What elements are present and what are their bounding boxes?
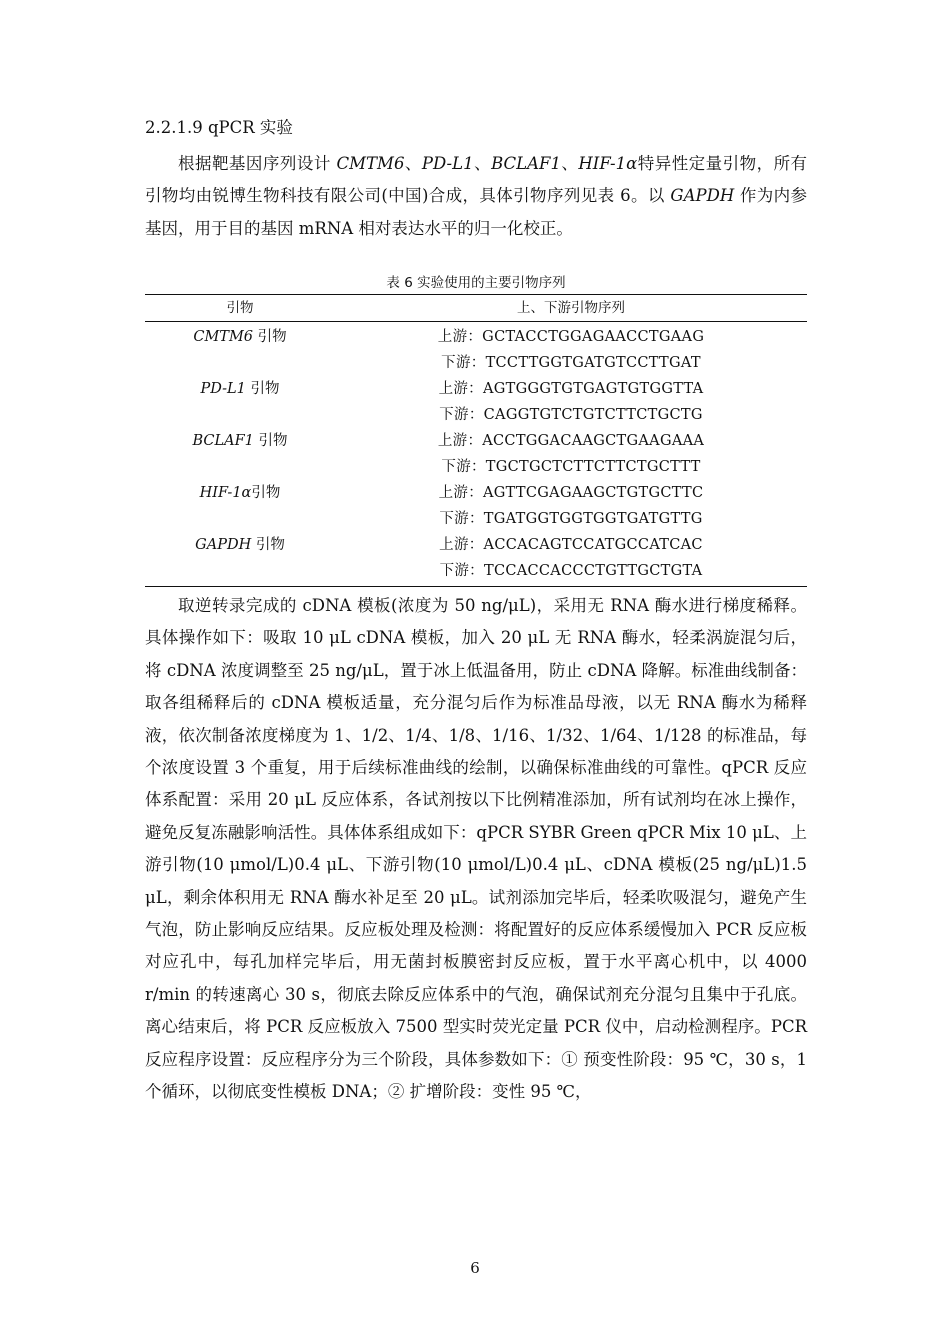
primer-name — [145, 324, 335, 350]
upstream-sequence: 上游：ACCTGGACAAGCTGAAGAAA — [437, 433, 705, 449]
downstream-sequence: 下游：TCCACCACCCTGTTGCTGTA — [439, 563, 703, 579]
table-row — [145, 350, 807, 376]
page-number: 6 — [470, 1259, 480, 1277]
gene-name: BCLAF1 — [192, 433, 254, 449]
table-row — [145, 558, 807, 584]
upstream-sequence: 上游：GCTACCTGGAGAACCTGAAG — [437, 329, 705, 345]
table-row — [145, 324, 807, 350]
table-row — [145, 402, 807, 428]
gene-name: CMTM6 — [336, 154, 405, 173]
primer-suffix: 引物 — [251, 485, 281, 501]
primer-suffix: 引物 — [253, 433, 288, 449]
table-header-row — [145, 295, 807, 321]
table-body — [145, 322, 807, 586]
method-paragraph: 取逆转录完成的 cDNA 模板(浓度为 50 ng/μL)，采用无 RNA 酶水进行梯度稀释。具体操作如下：吸取 10 μL cDNA 模板，加入 20 μL 无 RNA 酶水，轻柔涡旋混匀后，将 cDNA 浓度调整至 25 ng/μL，置于冰上低温备用，防止 cDNA 降解。标准曲线制备：取各组稀释后的 cDNA 模板适量，充分混匀后作为标准品母液，以无 RNA 酶水为稀释液，依次制备浓度梯度为 1、1/2、1/4、1/8、1/16、1/32、1/64、1/128 的标准品，每个浓度设置 3 个重复，用于后续标准曲线的绘制，以确保标准曲线的可靠性。qPCR 反应体系配置：采用 20 μL 反应体系，各试剂按以下比例精准添加，所有试剂均在冰上操作，避免反复冻融影响活性。具体体系组成如下：qPCR SYBR Green qPCR Mix 10 μL、上游引物(10 μmol/L)0.4 μL、下游引物(10 μmol/L)0.4 μL、cDNA 模板(25 ng/μL)1.5 μL，剩余体积用无 RNA 酶水补足至 20 μL。试剂添加完毕后，轻柔吹吸混匀，避免产生气泡，防止影响反应结果。反应板处理及检测：将配置好的反应体系缓慢加入 PCR 反应板对应孔中，每孔加样完毕后，用无菌封板膜密封反应板，置于水平离心机中，以 4000 r/min 的转速离心 30 s，彻底去除反应体系中的气泡，确保试剂充分混匀且集中于孔底。离心结束后，将 PCR 反应板放入 7500 型实时荧光定量 PCR 仪中，启动检测程序。PCR 反应程序设置：反应程序分为三个阶段，具体参数如下：① 预变性阶段：95 ℃，30 s，1 个循环，以彻底变性模板 DNA；② 扩增阶段：变性 95 ℃， — [145, 596, 807, 1102]
paragraph-text: 作为内参基因，用于目的基因 mRNA 相对表达水平的归一化校正。 — [145, 186, 807, 238]
downstream-sequence: 下游：TCCTTGGTGATGTCCTTGAT — [441, 355, 701, 371]
paragraph-text: 、 — [560, 154, 579, 173]
gene-name: PD-L1 — [421, 154, 474, 173]
primer-suffix: 引物 — [245, 381, 280, 397]
upstream-sequence: 上游：AGTTCGAGAAGCTGTGCTTC — [438, 485, 704, 501]
primer-suffix: 引物 — [253, 329, 287, 345]
table-row — [145, 480, 807, 506]
downstream-sequence: 下游：TGCTGCTCTTCTTCTGCTTT — [441, 459, 701, 475]
table-row — [145, 376, 807, 402]
table-row — [145, 506, 807, 532]
header-sequence: 上、下游引物序列 — [517, 300, 625, 316]
primer-name — [145, 376, 335, 402]
gene-name: CMTM6 — [193, 329, 254, 345]
upstream-sequence: 上游：ACCACAGTCCATGCCATCAC — [439, 537, 703, 553]
gene-name: HIF-1α — [199, 485, 252, 501]
paragraph-text: 根据靶基因序列设计 — [178, 154, 337, 173]
upstream-sequence: 上游：AGTGGGTGTGAGTGTGGTTA — [438, 381, 704, 397]
downstream-sequence: 下游：CAGGTGTCTGTCTTCTGCTG — [439, 407, 703, 423]
paragraph-text: 特异性定量引物，所有引物均由锐博生物科技有限公司(中国)合成，具体引物序列见表 6。以 — [145, 154, 808, 206]
gene-name: GAPDH — [670, 186, 735, 206]
downstream-sequence: 下游：TGATGGTGGTGGTGATGTTG — [439, 511, 703, 527]
paragraph-text: 、 — [473, 154, 492, 173]
table-row — [145, 532, 807, 558]
section-heading: 2.2.1.9 qPCR 实验 — [145, 118, 293, 137]
intro-paragraph — [145, 148, 807, 245]
table-row — [145, 428, 807, 454]
gene-name: BCLAF1 — [491, 154, 561, 173]
gene-name: HIF-1α — [578, 154, 638, 173]
paragraph-text: 、 — [404, 154, 422, 173]
gene-name: GAPDH — [195, 537, 252, 553]
primer-table — [145, 272, 807, 587]
primer-name — [145, 480, 335, 506]
table-row — [145, 454, 807, 480]
header-primer: 引物 — [226, 300, 254, 316]
primer-suffix: 引物 — [251, 537, 285, 553]
primer-name — [145, 532, 335, 558]
table-caption: 表 6 实验使用的主要引物序列 — [386, 275, 566, 291]
gene-name: PD-L1 — [200, 381, 246, 397]
primer-name — [145, 428, 335, 454]
table-bottom-rule — [145, 586, 807, 587]
